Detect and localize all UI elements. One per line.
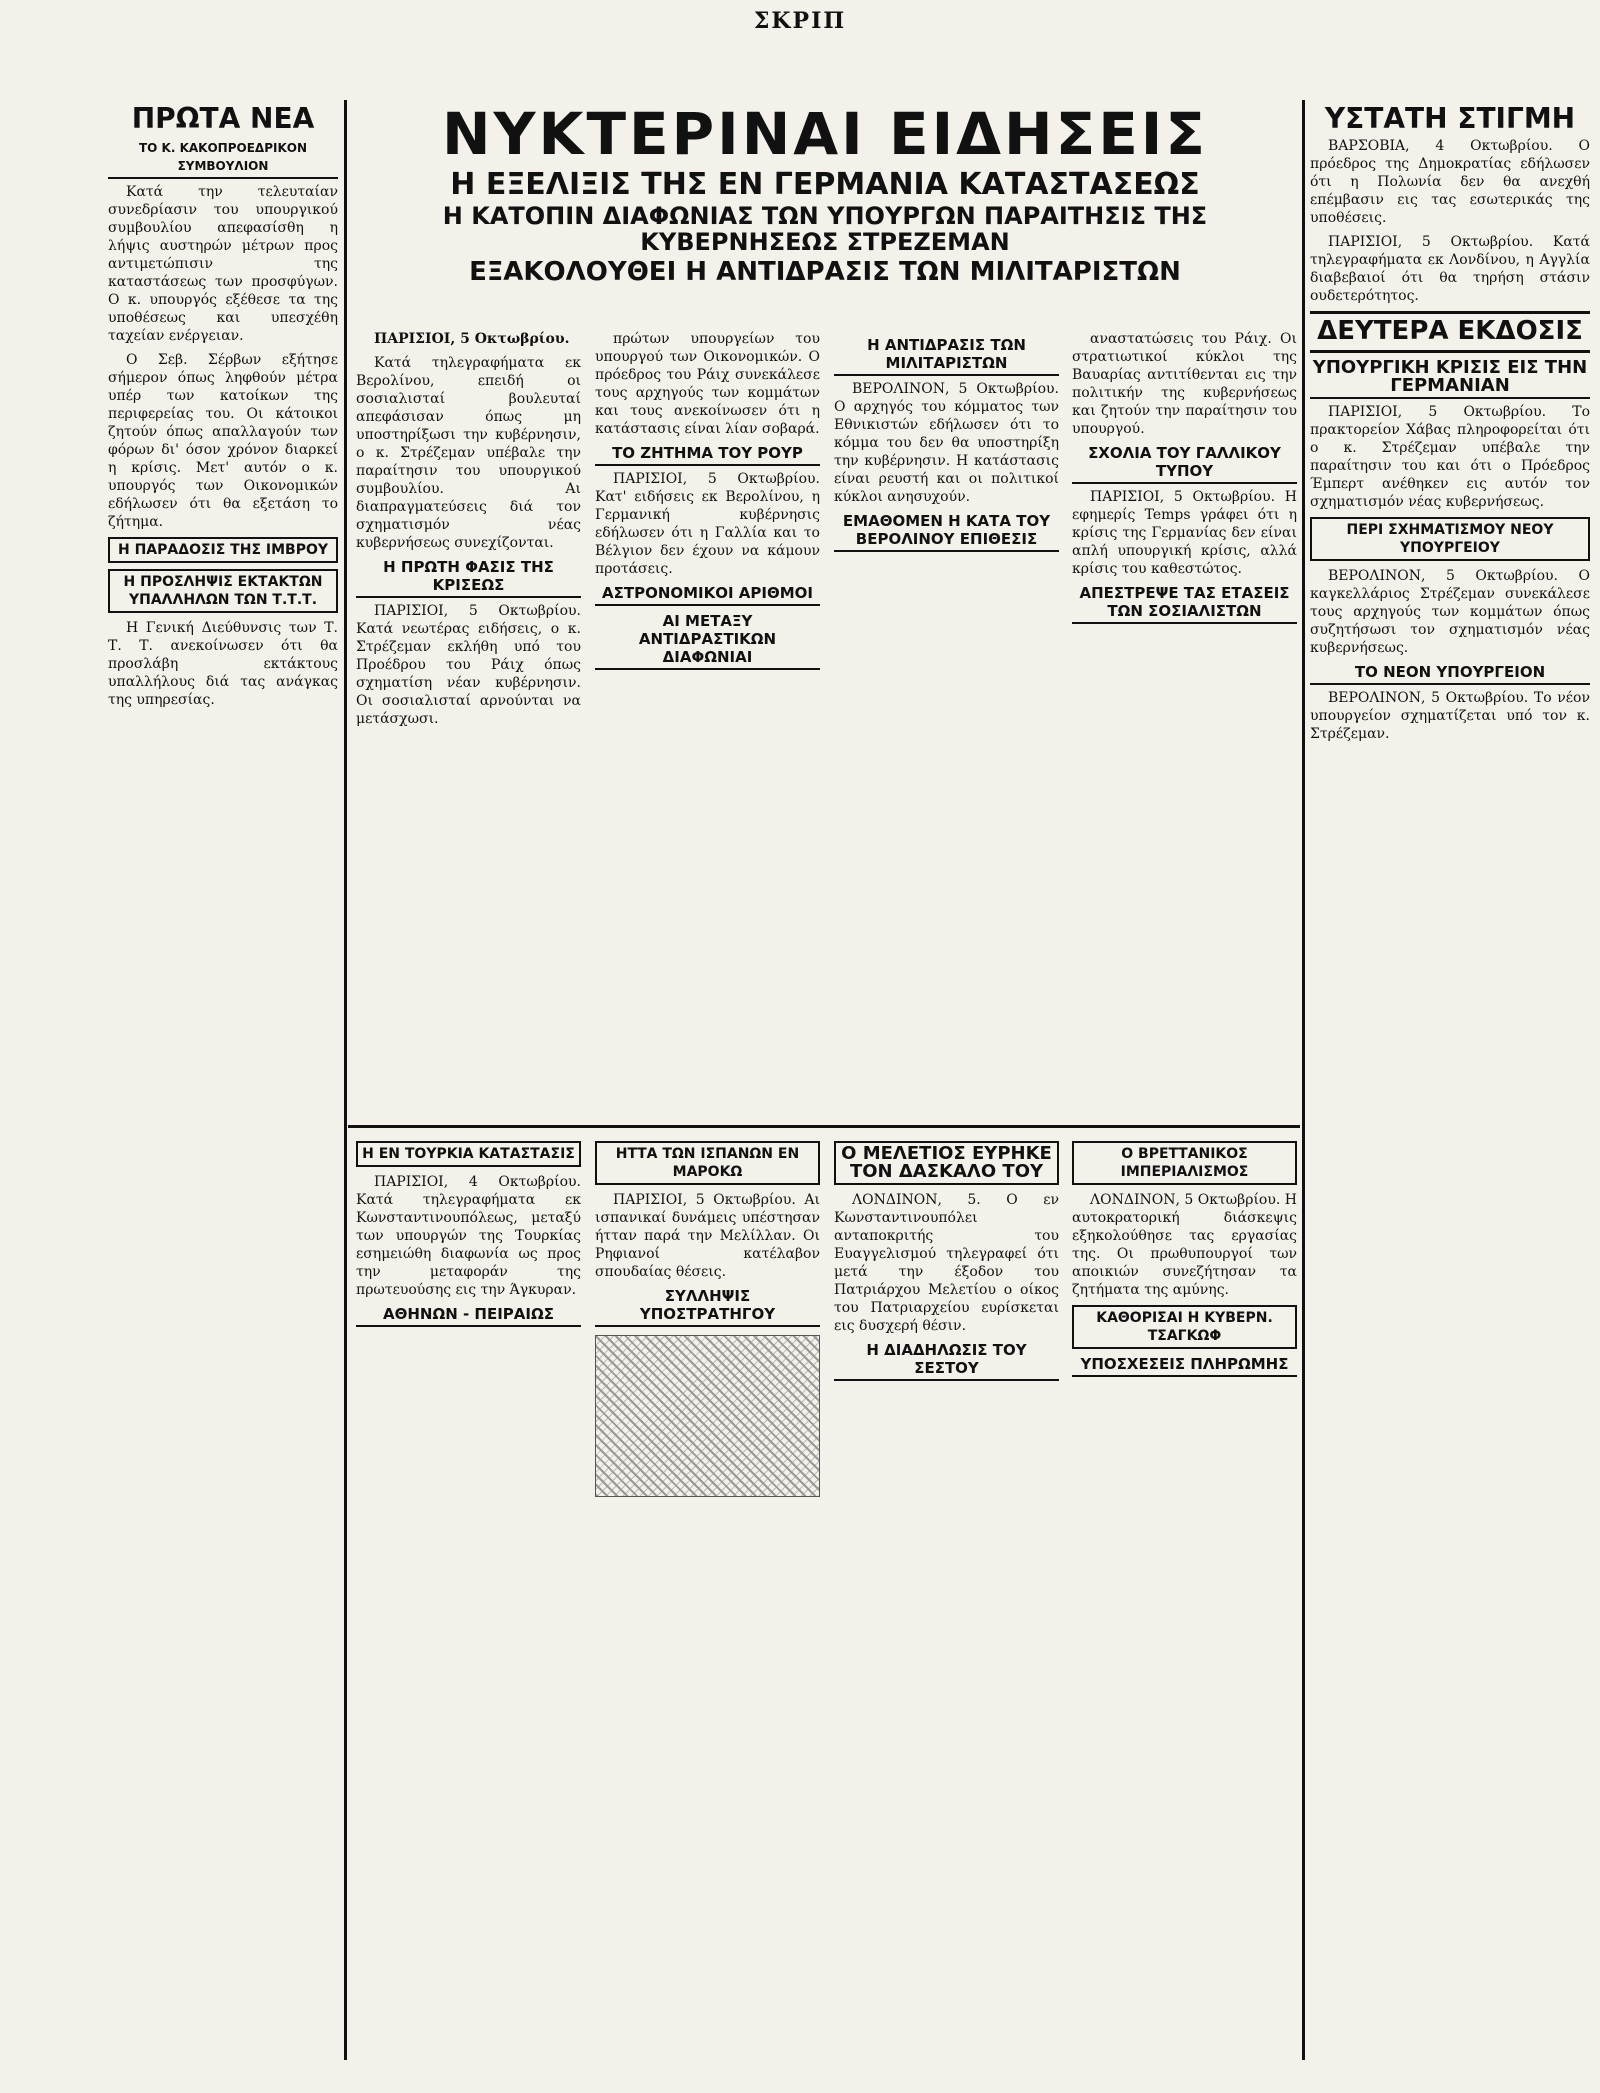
right-title-2: ΔΕΥΤΕΡΑ ΕΚΔΟΣΙΣ (1310, 311, 1590, 352)
left-box-title-2: Η ΠΡΟΣΛΗΨΙΣ ΕΚΤΑΚΤΩΝ ΥΠΑΛΛΗΛΩΝ ΤΩΝ Τ.Τ.Τ. (108, 569, 338, 613)
lower-3-body: ΛΟΝΔΙΝΟΝ, 5. Ο εν Κωνσταντινουπόλει ανταποκριτής του Ευαγγελισμού τηλεγραφεί ότι μετά την έξοδον του Πατριάρχου Μελετίου ο οίκος του Πατριαρχείου ευρίσκεται εις δυσχερή θέσιν. (834, 1192, 1059, 1334)
lower-2-body: ΠΑΡΙΣΙΟΙ, 5 Οκτωβρίου. Αι ισπανικαί δυνάμεις υπέστησαν ήτταν παρά την Μελίλλαν. Οι Ρηφιανοί κατέλαβον σπουδαίας θέσεις. (595, 1192, 820, 1280)
main-title: ΝΥΚΤΕΡΙΝΑΙ ΕΙΔΗΣΕΙΣ (441, 100, 1209, 168)
col1-body: Κατά τηλεγραφήματα εκ Βερολίνου, επειδή οι σοσιαλισταί βουλευταί απεφάσισαν όπως μη υποστηρίξωσι την κυβέρνησιν, ο κ. Στρέζεμαν υπέβαλε την παραίτησιν του υπουργικού συμβουλίου. Αι διαπραγματεύσεις διά τον σχηματισμόν νέας κυβερνήσεως συνεχίζονται. (356, 355, 581, 551)
lower-1-subhead: ΑΘΗΝΩΝ - ΠΕΙΡΑΙΩΣ (356, 1305, 581, 1327)
left-body-1: Κατά την τελευταίαν συνεδρίασιν του υπουργικού συμβουλίου απεφασίσθη η λήψις αυστηρών μέτρων προς αντιμετώπισιν της καταστάσεως των προσφύγων. Ο κ. υπουργός εξέθεσε τα της υποθέσεως και υπεσχέθη ταχείαν ενέργειαν. (108, 184, 338, 345)
col1-body-2: ΠΑΡΙΣΙΟΙ, 5 Οκτωβρίου. Κατά νεωτέρας ειδήσεις, ο κ. Στρέζεμαν εκλήθη υπό του Προέδρου του Ράιχ όπως σχηματίση νέαν κυβέρνησιν. Οι σοσιαλισταί αρνούνται να μετάσχωσι. (356, 603, 581, 727)
left-body-3: Η Γενική Διεύθυνσις των Τ. Τ. Τ. ανεκοίνωσεν ότι θα προσλάβη εκτάκτους υπαλλήλους διά τας ανάγκας της υπηρεσίας. (108, 620, 338, 709)
center-col-1 (356, 330, 581, 1120)
right-body-5: ΒΕΡΟΛΙΝΟΝ, 5 Οκτωβρίου. Το νέον υπουργείον σχηματίζεται υπό τον κ. Στρέζεμαν. (1310, 689, 1590, 742)
col2-body-2: ΠΑΡΙΣΙΟΙ, 5 Οκτωβρίου. Κατ' ειδήσεις εκ Βερολίνου, η Γερμανική κυβέρνησις εδήλωσεν ότι η Γαλλία και το Βέλγιον δεν έχουν να κάμουν προτάσεις. (595, 471, 820, 577)
lower-col-3 (834, 1135, 1059, 2055)
right-body-3: ΠΑΡΙΣΙΟΙ, 5 Οκτωβρίου. Το πρακτορείον Χάβας πληροφορείται ότι ο κ. Στρέζεμαν υπέβαλε την παραίτησιν του και ότι ο Πρόεδρος Έμπερτ ανέθηκεν εις αυτόν τον σχηματισμόν νέας κυβερνήσεως. (1310, 403, 1590, 510)
col2-subhead-3: ΑΙ ΜΕΤΑΞΥ ΑΝΤΙΔΡΑΣΤΙΚΩΝ ΔΙΑΦΩΝΙΑΙ (595, 612, 820, 670)
right-subhead: ΥΠΟΥΡΓΙΚΗ ΚΡΙΣΙΣ ΕΙΣ ΤΗΝ ΓΕΡΜΑΝΙΑΝ (1310, 359, 1590, 399)
left-title: ΠΡΩΤΑ ΝΕΑ (131, 102, 315, 135)
headline-3: ΕΞΑΚΟΛΟΥΘΕΙ Η ΑΝΤΙΔΡΑΣΙΣ ΤΩΝ ΜΙΛΙΤΑΡΙΣΤΩΝ (469, 256, 1181, 287)
section-rule (348, 1125, 1300, 1128)
col1-subhead: Η ΠΡΩΤΗ ΦΑΣΙΣ ΤΗΣ ΚΡΙΣΕΩΣ (356, 558, 581, 598)
col3-body: ΒΕΡΟΛΙΝΟΝ, 5 Οκτωβρίου. Ο αρχηγός του κόμματος των Εθνικιστών εδήλωσεν ότι το κόμμα του δεν θα υποστηρίξη την κυβέρνησιν. Η κατάστασις είναι ρευστή και οι πολιτικοί κύκλοι ανησυχούν. (834, 381, 1059, 505)
lower-col-2 (595, 1135, 820, 2055)
lower-2-title: ΗΤΤΑ ΤΩΝ ΙΣΠΑΝΩΝ ΕΝ ΜΑΡΟΚΩ (595, 1141, 820, 1185)
lower-4-title: Ο ΒΡΕΤΤΑΝΙΚΟΣ ΙΜΠΕΡΙΑΛΙΣΜΟΣ (1072, 1141, 1297, 1185)
right-subhead-2: ΠΕΡΙ ΣΧΗΜΑΤΙΣΜΟΥ ΝΕΟΥ ΥΠΟΥΡΓΕΙΟΥ (1310, 517, 1590, 561)
right-title: ΥΣΤΑΤΗ ΣΤΙΓΜΗ (1324, 102, 1576, 135)
headline-2: Η ΚΑΤΟΠΙΝ ΔΙΑΦΩΝΙΑΣ ΤΩΝ ΥΠΟΥΡΓΩΝ ΠΑΡΑΙΤΗΣΙΣ ΤΗΣ ΚΥΒΕΡΝΗΣΕΩΣ ΣΤΡΕΖΕΜΑΝ (442, 202, 1208, 256)
col4-body-2: ΠΑΡΙΣΙΟΙ, 5 Οκτωβρίου. Η εφημερίς Temps γράφει ότι η κρίσις της Γερμανίας δεν είναι απλή υπουργική κρίσις, αλλά κρίσις του καθεστώτος. (1072, 489, 1297, 577)
column-rule (344, 100, 347, 2060)
center-col-4 (1072, 330, 1297, 1120)
lower-2-subhead: ΣΥΛΛΗΨΙΣ ΥΠΟΣΤΡΑΤΗΓΟΥ (595, 1287, 820, 1327)
left-column (108, 100, 338, 2050)
col2-subhead-2: ΑΣΤΡΟΝΟΜΙΚΟΙ ΑΡΙΘΜΟΙ (595, 584, 820, 606)
engraving-illustration (595, 1335, 820, 1497)
col4-subhead-2: ΑΠΕΣΤΡΕΨΕ ΤΑΣ ΕΤΑΣΕΙΣ ΤΩΝ ΣΟΣΙΑΛΙΣΤΩΝ (1072, 584, 1297, 624)
col4-body: αναστατώσεις του Ράιχ. Οι στρατιωτικοί κύκλοι της Βαυαρίας αντιτίθενται εις την πολιτικήν της κυβερνήσεως και ζητούν την παραίτησιν του υπουργού. (1072, 331, 1297, 437)
col3-subhead: Η ΑΝΤΙΔΡΑΣΙΣ ΤΩΝ ΜΙΛΙΤΑΡΙΣΤΩΝ (834, 336, 1059, 376)
lower-3-subhead: Η ΔΙΑΔΗΛΩΣΙΣ ΤΟΥ ΣΕΣΤΟΥ (834, 1341, 1059, 1381)
masthead: ΣΚΡΙΠ (753, 8, 847, 34)
lower-4-subhead-2: ΥΠΟΣΧΕΣΕΙΣ ΠΛΗΡΩΜΗΣ (1072, 1355, 1297, 1377)
right-column (1310, 100, 1590, 2050)
col4-subhead: ΣΧΟΛΙΑ ΤΟΥ ΓΑΛΛΙΚΟΥ ΤΥΠΟΥ (1072, 444, 1297, 484)
left-body-2: Ο Σεβ. Σέρβων εξήτησε σήμερον όπως ληφθούν μέτρα υπέρ των κατοίκων της περιφερείας του. Οι κάτοικοι ζητούν όπως απαλλαγούν των φόρων δι' όσον χρόνον διαρκεί η κρίσις. Μετ' αυτόν ο κ. υπουργός των Οικονομικών εδήλωσεν ότι θα εξετάση το ζήτημα. (108, 352, 338, 531)
center-col-2 (595, 330, 820, 1120)
right-subhead-3: ΤΟ ΝΕΟΝ ΥΠΟΥΡΓΕΙΟΝ (1310, 663, 1590, 685)
lower-col-1 (356, 1135, 581, 2055)
left-box-title: Η ΠΑΡΑΔΟΣΙΣ ΤΗΣ ΙΜΒΡΟΥ (108, 537, 338, 563)
lower-3-title: Ο ΜΕΛΕΤΙΟΣ ΕΥΡΗΚΕ ΤΟΝ ΔΑΣΚΑΛΟ ΤΟΥ (834, 1141, 1059, 1185)
lower-4-subhead: ΚΑΘΟΡΙΣΑΙ Η ΚΥΒΕΡΝ. ΤΣΑΓΚΩΦ (1072, 1305, 1297, 1349)
lower-1-title: Η ΕΝ ΤΟΥΡΚΙΑ ΚΑΤΑΣΤΑΣΙΣ (356, 1141, 581, 1167)
lower-col-4 (1072, 1135, 1297, 2055)
col1-dateline: ΠΑΡΙΣΙΟΙ, 5 Οκτωβρίου. (374, 331, 570, 347)
center-col-3 (834, 330, 1059, 1120)
col3-subhead-2: ΕΜΑΘΟΜΕΝ Η ΚΑΤΑ ΤΟΥ ΒΕΡΟΛΙΝΟΥ ΕΠΙΘΕΣΙΣ (834, 512, 1059, 552)
right-body-4: ΒΕΡΟΛΙΝΟΝ, 5 Οκτωβρίου. Ο καγκελλάριος Στρέζεμαν συνεκάλεσε τους αρχηγούς των κομμάτων όπως συζητήσωσι τον σχηματισμόν νέας κυβερνήσεως. (1310, 567, 1590, 656)
right-body-2: ΠΑΡΙΣΙΟΙ, 5 Οκτωβρίου. Κατά τηλεγραφήματα εκ Λονδίνου, η Αγγλία διαβεβαιοί ότι θα τηρήση στάσιν ουδετερότητος. (1310, 234, 1590, 305)
left-subtitle: ΤΟ Κ. ΚΑΚΟΠΡΟΕΔΡΙΚΟΝ ΣΥΜΒΟΥΛΙΟΝ (108, 139, 338, 179)
center-headline-block (352, 100, 1298, 330)
col2-body: πρώτων υπουργείων του υπουργού των Οικονομικών. Ο πρόεδρος του Ράιχ συνεκάλεσε τους αρχηγούς των κομμάτων και τους ανεκοίνωσεν ότι η κατάστασις είναι λίαν σοβαρά. (595, 331, 820, 437)
right-body-1: ΒΑΡΣΟΒΙΑ, 4 Οκτωβρίου. Ο πρόεδρος της Δημοκρατίας εδήλωσεν ότι η Πολωνία δεν θα ανεχθή επέμβασιν εις τας εσωτερικάς της υποθέσεις. (1310, 138, 1590, 227)
column-rule (1302, 100, 1305, 2060)
lower-4-body: ΛΟΝΔΙΝΟΝ, 5 Οκτωβρίου. Η αυτοκρατορική διάσκεψις εξηκολούθησε τας εργασίας της. Οι πρωθυπουργοί των αποικιών συνεζήτησαν τα ζητήματα της αμύνης. (1072, 1192, 1297, 1298)
headline-1: Η ΕΞΕΛΙΞΙΣ ΤΗΣ ΕΝ ΓΕΡΜΑΝΙΑ ΚΑΤΑΣΤΑΣΕΩΣ (450, 166, 1200, 202)
lower-1-body: ΠΑΡΙΣΙΟΙ, 4 Οκτωβρίου. Κατά τηλεγραφήματα εκ Κωνσταντινουπόλεως, μεταξύ των υπουργών της Τουρκίας εσημειώθη διαφωνία ως προς την μεταφοράν της πρωτευούσης εις την Άγκυραν. (356, 1174, 581, 1298)
col2-subhead: ΤΟ ΖΗΤΗΜΑ ΤΟΥ ΡΟΥΡ (595, 444, 820, 466)
